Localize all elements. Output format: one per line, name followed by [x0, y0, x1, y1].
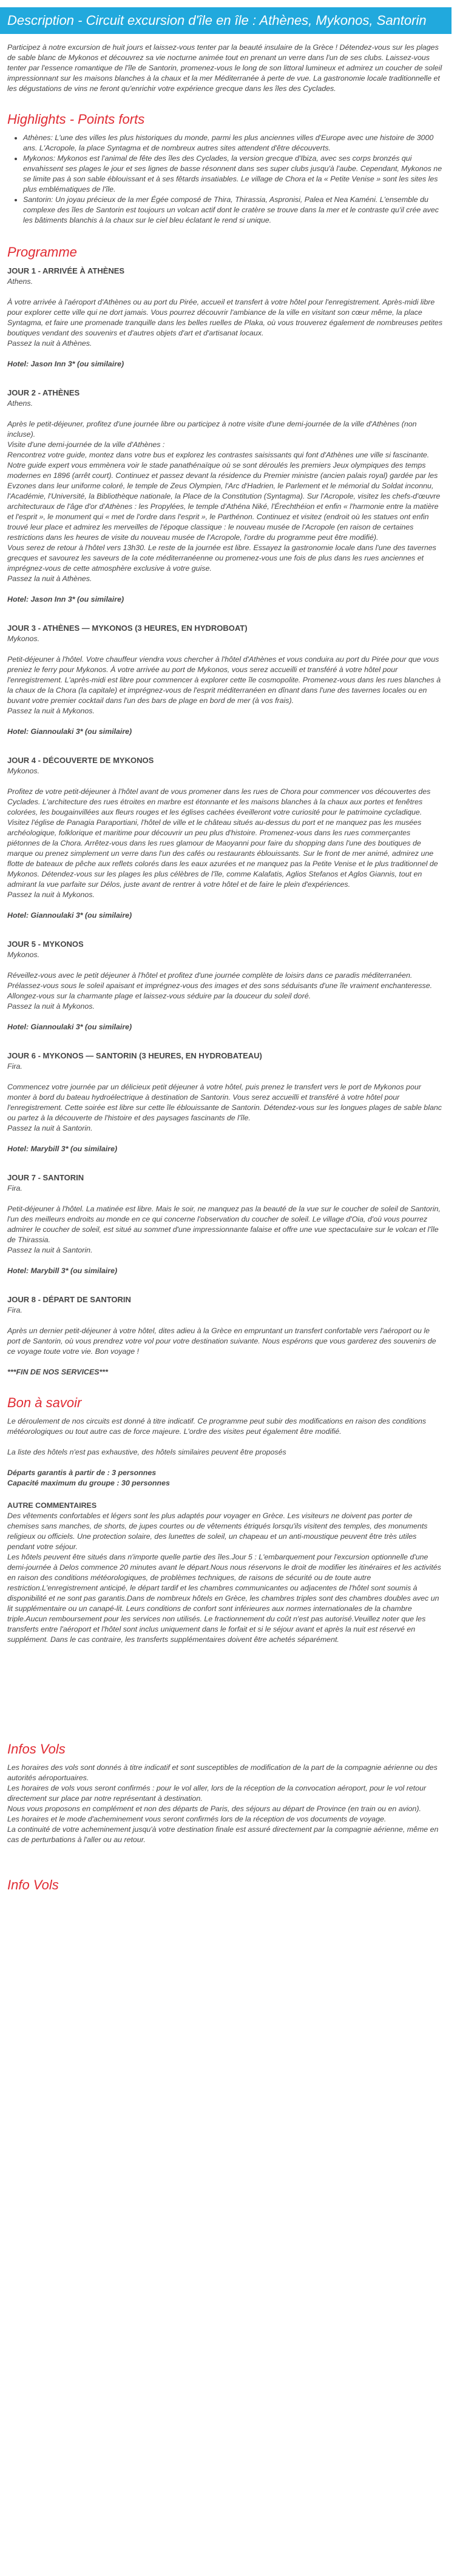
- flight-info-line: La continuité de votre acheminement jusqu'à votre destination finale est assuré directement par la compagnie aérienne, même en cas de perturbations à l'aller ou au retour.: [7, 1825, 439, 1844]
- other-comments-title: AUTRE COMMENTAIRES: [7, 1501, 97, 1510]
- day-hotel: Hotel: Giannoulaki 3* (ou similaire): [7, 727, 132, 736]
- day-paragraph: Passez la nuit à Santorin.: [7, 1246, 93, 1254]
- other-comments-text: Les hôtels peuvent être situés dans n'importe quelle partie des îles.Jour 5 : L'embarquement pour l'excursion optionnelle d'une demi-journée à Delos commence 20 minutes avant le départ.Nous nous réservons le droit de modifier les itinéraires et les activités en raison des conditions météorologiques, de problèmes techniques, de raisons de sécurité ou de toute autre restriction.L'enregistrement anticipé, le départ tardif et les chambres communicantes ou adjacentes de l'hôtel sont soumis à disponibilité et ne sont pas garantis.Dans de nombreux hôtels en Grèce, les chambres triples sont des chambres doubles avec un lit supplémentaire ou un canapé-lit. Leurs conditions de confort sont inférieures aux normes internationales de la chambre triple.Aucun remboursement pour les services non utilisés. Le fractionnement du coût n'est pas autorisé.Veuillez noter que les transferts entre l'aéroport et l'hôtel sont inclus uniquement dans le forfait et si le séjour avant et après la nuit est réservé en supplément. Dans le cas contraire, les transferts supplémentaires doivent être achetés séparément.: [7, 1553, 441, 1644]
- day-paragraph: Passez la nuit à Mykonos.: [7, 707, 95, 715]
- highlights-list: [7, 133, 444, 226]
- programme-heading: Programme: [7, 244, 77, 260]
- flight-info-line: Les horaires des vols sont donnés à titre indicatif et sont susceptibles de modification de la part de la compagnie aérienne ou des autorités aéroportuaires.: [7, 1763, 438, 1782]
- day-paragraph: Commencez votre journée par un délicieux petit déjeuner à votre hôtel, puis prenez le transfert vers le port de Mykonos pour monter à bord du bateau hydroélectrique à destination de Santorin. Vous serez accueilli et transféré à votre hôtel pour l'enregistrement. Cette soirée est libre sur cette île éblouissante de Santorin. Détendez-vous sur les longues plages de sable blanc ou partez à la découverte de l'histoire et des paysages fascinants de l'île.: [7, 1083, 442, 1122]
- infos-vols-heading: Infos Vols: [7, 1741, 66, 1757]
- day-paragraph: Passez la nuit à Mykonos.: [7, 890, 95, 899]
- bon-a-savoir-heading: Bon à savoir: [7, 1395, 82, 1410]
- day-title: JOUR 6 - MYKONOS — SANTORIN (3 HEURES, EN HYDROBATEAU): [7, 1051, 262, 1060]
- bon-a-savoir-text: Le déroulement de nos circuits est donné à titre indicatif. Ce programme peut subir des modifications en raison des conditions météorologiques ou tout autre cas de force majeure. L'ordre des visites peut également être modifié.: [7, 1417, 427, 1436]
- day-block: [7, 1051, 444, 1154]
- day-paragraph: Après le petit-déjeuner, profitez d'une journée libre ou participez à notre visite d'une demi-journée de la ville d'Athènes (non incluse).: [7, 420, 417, 439]
- day-paragraph: Réveillez-vous avec le petit déjeuner à l'hôtel et profitez d'une journée complète de loisirs dans ce paradis méditerranéen. Prélassez-vous sous le soleil apaisant et imprégnez-vous des images et des sons séduisants d'une île vraiment enchanteresse. Allongez-vous sur la charmante plage et laissez-vous séduire par la douceur du soleil doré.: [7, 971, 433, 1000]
- day-paragraph: Après un dernier petit-déjeuner à votre hôtel, dites adieu à la Grèce en empruntant un transfert confortable vers l'aéroport ou le port de Santorin, où vous prendrez votre vol pour votre destination suivante. Nous espérons que vous garderez des souvenirs de ce voyage toute votre vie. Bon voyage !: [7, 1327, 436, 1356]
- info-vols-heading-2: Info Vols: [7, 1877, 59, 1892]
- day-title: JOUR 8 - DÉPART DE SANTORIN: [7, 1295, 131, 1304]
- day-paragraph: À votre arrivée à l'aéroport d'Athènes ou au port du Pirée, accueil et transfert à votre hôtel pour l'enregistrement. Après-midi libre pour explorer cette ville qui ne dort jamais. Vous pourrez découvrir l'ambiance de la ville en visitant son cœur même, la place Syntagma, et faire une promenade tranquille dans les belles ruelles de Plaka, où vous trouverez également de nombreuses petites boutiques vendant des souvenirs et d'autres objets d'art et d'artisanat locaux.: [7, 298, 443, 337]
- day-city: Fira.: [7, 1062, 22, 1071]
- day-paragraph: Petit-déjeuner à l'hôtel. La matinée est libre. Mais le soir, ne manquez pas la beauté de la vue sur le coucher de soleil de Santorin, l'un des meilleurs endroits au monde en ce qui concerne l'observation du coucher de soleil. Le village d'Oia, d'où vous pourrez admirer le coucher de soleil, est situé au sommet d'une impressionnante falaise et offre une vue spectaculaire sur le volcan et l'île de Thirassia.: [7, 1205, 441, 1244]
- day-block: [7, 623, 444, 737]
- day-hotel: Hotel: Giannoulaki 3* (ou similaire): [7, 911, 132, 920]
- day-city: Mykonos.: [7, 634, 40, 643]
- day-city: Mykonos.: [7, 950, 40, 959]
- day-block: [7, 266, 444, 369]
- day-hotel: Hotel: Giannoulaki 3* (ou similaire): [7, 1023, 132, 1031]
- day-city: Fira.: [7, 1184, 22, 1192]
- description-content: [0, 42, 452, 1894]
- other-comments-text: Des vêtements confortables et légers sont les plus adaptés pour voyager en Grèce. Les visiteurs ne doivent pas porter de chemises sans manches, de shorts, de jupes courtes ou de vêtements étriqués lorsqu'ils visitent des temples, des monuments religieux ou officiels. Une protection solaire, des lunettes de soleil, un chapeau et un anti-moustique peuvent être très utiles pendant votre séjour.: [7, 1512, 428, 1551]
- day-hotel: Hotel: Jason Inn 3* (ou similaire): [7, 595, 124, 604]
- day-paragraph: Petit-déjeuner à l'hôtel. Votre chauffeur viendra vous chercher à l'hôtel d'Athènes et vous conduira au port du Pirée pour que vous preniez le ferry pour Mykonos. À votre arrivée au port de Mykonos, vous serez accueilli et transféré à votre hôtel pour l'enregistrement. L'après-midi est libre pour commencer à explorer cette île cosmopolite. Promenez-vous dans les rues blanches à la chaux de la Chora (la capitale) et imprégnez-vous de l'esprit méditerranéen en dînant dans l'une des tavernes locales ou en buvant votre premier cocktail dans l'un des bars de plage en bord de mer (à vos frais).: [7, 655, 441, 705]
- day-city: Athens.: [7, 277, 33, 286]
- day-city: Athens.: [7, 399, 33, 408]
- intro-text: Participez à notre excursion de huit jours et laissez-vous tenter par la beauté insulaire de la Grèce ! Détendez-vous sur les plages de sable blanc de Mykonos et découvrez sa vie nocturne animée tout en prenant un verre dans l'un de ses clubs. Laissez-vous tenter par l'essence romantique de l'île de Santorin, promenez-vous le long de son littoral lumineux et admirez un coucher de soleil impressionnant sur les maisons blanches à la chaux et la mer Méditerranée à perte de vue. La gastronomie locale traditionnelle et les dégustations de vins ne feront qu'enrichir votre expérience grecque dans les îles des Cyclades.: [7, 43, 442, 93]
- day-title: JOUR 1 - ARRIVÉE À ATHÈNES: [7, 266, 125, 275]
- day-paragraph: Vous serez de retour à l'hôtel vers 13h30. Le reste de la journée est libre. Essayez la gastronomie locale dans l'une des tavernes grecques et savourez les saveurs de la cote méditerranéenne ou promenez-vous une fois de plus dans les rues anciennes et imprégnez-vous de cette atmosphère exclusive à votre guise.: [7, 543, 436, 573]
- hotels-note: La liste des hôtels n'est pas exhaustive, des hôtels similaires peuvent être proposés: [7, 1448, 286, 1456]
- day-block: [7, 755, 444, 921]
- highlight-item: • Santorin: Un joyau précieux de la mer Égée composé de Thira, Thirassia, Aspronisi, Palea et Nea Kaméni. L'ensemble du complexe des îles de Santorin est toujours un volcan actif dont le cratère se trouve dans la mer et le contraste qu'il crée avec les bâtiments blanchis à la chaux sur le ciel bleu éclatant le rend si unique.: [23, 195, 444, 226]
- group-capacity: Capacité maximum du groupe : 30 personnes: [7, 1479, 170, 1487]
- end-of-services-note: ***FIN DE NOS SERVICES***: [7, 1368, 108, 1376]
- day-block: [7, 1294, 444, 1377]
- day-hotel: Hotel: Jason Inn 3* (ou similaire): [7, 360, 124, 368]
- day-title: JOUR 7 - SANTORIN: [7, 1173, 84, 1182]
- day-paragraph: Profitez de votre petit-déjeuner à l'hôtel avant de vous promener dans les rues de Chora pour commencer vos découvertes des Cyclades. L'architecture des rues étroites en marbre est étonnante et les maisons blanches à la chaux aux portes et fenêtres colorées, les bougainvillées aux fleurs rouges et les églises cachées éveilleront votre curiosité pour le patrimoine cycladique. Visitez l'église de Panagia Paraportiani, l'hôtel de ville et le château situés au-dessus du port et ne manquez pas les musées archéologique, folklorique et maritime pour découvrir un peu plus d'histoire. Promenez-vous dans les rues commerçantes piétonnes de la Chora. Arrêtez-vous dans les rues glamour de Maoyanni pour faire du shopping dans l'une des boutiques de marque ou prenez simplement un verre dans l'un des cafés ou restaurants éblouissants. Sur le front de mer animé, admirez une flotte de bateaux de pêche aux reflets colorés dans les eaux azurées et ne manquez pas la Petite Venise et le plus traditionnel de Mykonos. Détendez-vous sur les plages les plus célèbres de l'île, comme Kalafatis, Aglios Stefanos et Aglos Giannis, tout en admirant la vue parfaite sur Délos, juste avant de rentrer à votre hôtel et de faire le plein d'expériences.: [7, 787, 438, 889]
- day-paragraph: Rencontrez votre guide, montez dans votre bus et explorez les contrastes saisissants qui font d'Athènes une ville si fascinante. Notre guide expert vous emmènera voir le stade panathénaïque où se sont déroulés les premiers Jeux olympiques des temps modernes en 1896 (arrêt court). Continuez et passez devant la résidence du Premier ministre (ancien palais royal) gardée par les Evzones dans leur uniforme coloré, le temple de Zeus Olympien, l'Arc d'Hadrien, le Parlement et le mémorial du Soldat inconnu, l'Académie, l'Université, la Bibliothèque nationale, la Place de la Constitution (Syntagma). Sur l'Acropole, visitez les chefs-d'œuvre architecturaux de l'âge d'or d'Athènes : les Propylées, le temple d'Athéna Niké, l'Érechthéion et enfin « l'harmonie entre la matière et l'esprit », le monument qui « met de l'ordre dans l'esprit », le Parthénon. Continuez et visitez (endroit où les statues ont enfin trouvé leur place et admirez les merveilles de l'époque classique : le nouveau musée de l'Acropole (en raison de certaines restrictions dans les heures de visite du nouveau musée de l'Acropole, l'ordre du programme peut être modifié).: [7, 451, 441, 542]
- highlights-heading: Highlights - Points forts: [7, 112, 145, 127]
- day-paragraph: Passez la nuit à Athènes.: [7, 339, 92, 348]
- day-block: [7, 388, 444, 605]
- day-title: JOUR 5 - MYKONOS: [7, 940, 84, 949]
- highlight-item: • Mykonos: Mykonos est l'animal de fête des îles des Cyclades, la version grecque d'Ibiza, avec ses corps bronzés qui envahissent ses plages le jour et ses lignes de basse résonnent dans ses super clubs jusqu'à l'aube. Cependant, Mykonos ne se limite pas à son sable éblouissant et à ses fêtards insatiables. Le village de Chora et la « Petite Venise » sont les sites les plus emblématiques de l'île.: [23, 153, 444, 195]
- day-paragraph: Visite d'une demi-journée de la ville d'Athènes :: [7, 440, 165, 449]
- day-block: [7, 1172, 444, 1276]
- flight-info-line: Nous vous proposons en complément et non des départs de Paris, des séjours au départ de Province (en train ou en avion).: [7, 1804, 421, 1813]
- day-hotel: Hotel: Marybill 3* (ou similaire): [7, 1266, 118, 1275]
- day-paragraph: Passez la nuit à Mykonos.: [7, 1002, 95, 1011]
- page-title: Description - Circuit excursion d'île en île : Athènes, Mykonos, Santorin: [0, 7, 452, 34]
- flight-info-line: Les horaires et le mode d'acheminement vous seront confirmés lors de la réception de vos documents de voyage.: [7, 1815, 387, 1823]
- highlight-item: • Athènes: L'une des villes les plus historiques du monde, parmi les plus anciennes villes d'Europe avec une histoire de 3000 ans. L'Acropole, la place Syntagma et de nombreux autres sites attendent d'être découverts.: [23, 133, 444, 153]
- day-hotel: Hotel: Marybill 3* (ou similaire): [7, 1145, 118, 1153]
- day-title: JOUR 4 - DÉCOUVERTE DE MYKONOS: [7, 756, 154, 765]
- day-city: Mykonos.: [7, 767, 40, 775]
- day-title: JOUR 3 - ATHÈNES — MYKONOS (3 HEURES, EN HYDROBOAT): [7, 624, 248, 633]
- day-block: [7, 939, 444, 1032]
- day-paragraph: Passez la nuit à Santorin.: [7, 1124, 93, 1132]
- flight-info-line: Les horaires de vols vous seront confirmés : pour le vol aller, lors de la réception de la convocation aéroport, pour le vol retour directement sur place par notre représentant à destination.: [7, 1784, 427, 1803]
- departures-guaranteed: Départs garantis à partir de : 3 personnes: [7, 1468, 157, 1477]
- day-city: Fira.: [7, 1306, 22, 1314]
- day-paragraph: Passez la nuit à Athènes.: [7, 574, 92, 583]
- day-title: JOUR 2 - ATHÈNES: [7, 388, 80, 397]
